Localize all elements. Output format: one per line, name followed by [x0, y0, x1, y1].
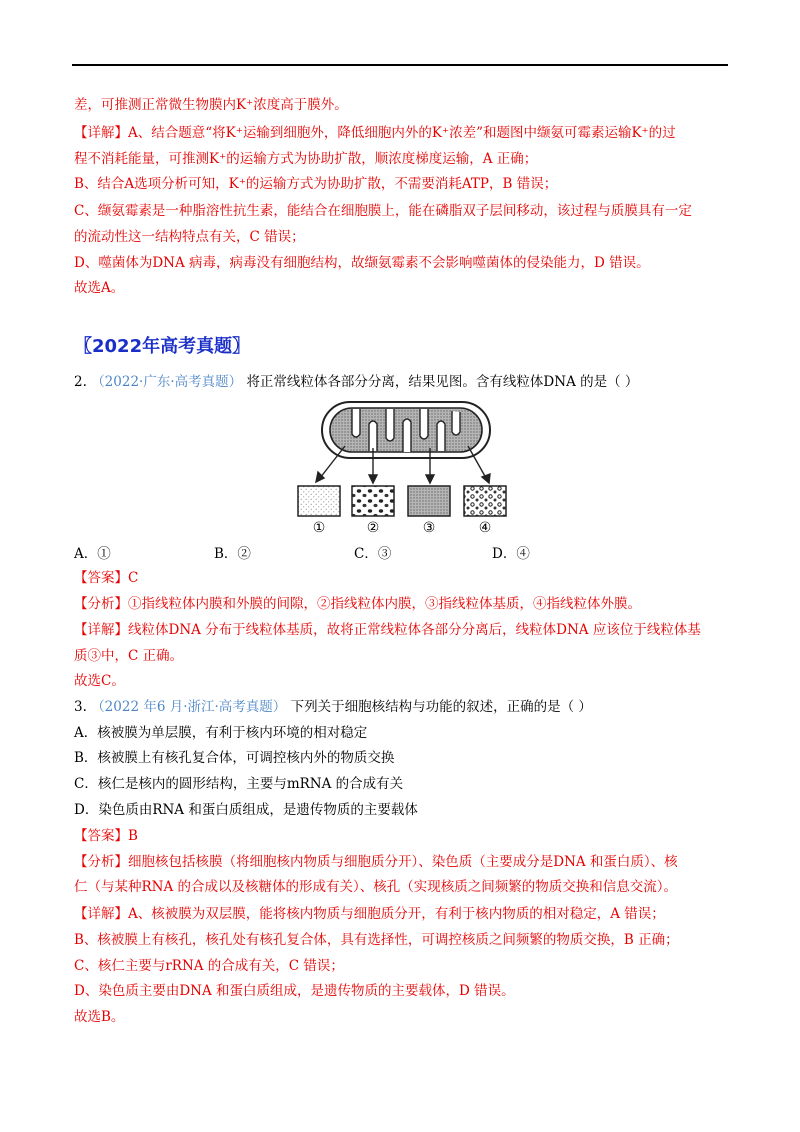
prev-line-4: B、结合A选项分析可知，K⁺的运输方式为协助扩散，不需要消耗ATP，B 错误；	[74, 176, 558, 192]
q2-analysis: 【分析】①指线粒体内膜和外膜的间隙，②指线粒体内膜，③指线粒体基质，④指线粒体外膜。	[74, 596, 641, 612]
tube-label-2: ②	[366, 520, 380, 536]
q3-detail-1: 【详解】A、核被膜为双层膜，能将核内物质与细胞质分开，有利于核内物质的相对稳定，A 错误；	[74, 906, 665, 922]
prev-line-7: D、噬菌体为DNA 病毒，病毒没有细胞结构，故缬氨霉素不会影响噬菌体的侵染能力，D 错误。	[74, 255, 650, 271]
tube-2	[352, 486, 394, 516]
q2-header	[74, 372, 638, 392]
q3-option-b: B．核被膜上有核孔复合体，可调控核内外的物质交换	[74, 750, 395, 766]
q3-option-c: C．核仁是核内的圆形结构，主要与mRNA 的合成有关	[74, 776, 404, 792]
tube-1	[298, 486, 340, 516]
prev-line-5: C、缬氨霉素是一种脂溶性抗生素，能结合在细胞膜上，能在磷脂双子层间移动，该过程与质膜具有一定	[74, 203, 692, 219]
q3-analysis-1: 【分析】细胞核包括核膜（将细胞核内物质与细胞质分开）、染色质（主要成分是DNA 和蛋白质）、核	[74, 854, 678, 870]
q2-option-a: A．①	[74, 546, 111, 562]
q2-number: 2.	[74, 374, 87, 390]
q2-conclusion: 故选C。	[74, 673, 125, 689]
q3-conclusion: 故选B。	[74, 1009, 125, 1025]
q3-source: （2022 年6 月·浙江·高考真题）	[91, 699, 287, 715]
q2-option-c: C．③	[354, 546, 392, 562]
mitochondrion-shape	[322, 402, 490, 458]
q2-option-b: B．②	[214, 546, 251, 562]
prev-line-1: 差，可推测正常微生物膜内K⁺浓度高于膜外。	[74, 97, 348, 113]
prev-line-2: 【详解】A、结合题意“将K⁺运输到细胞外，降低细胞内外的K⁺浓差”和题图中缬氨可霉素运输K⁺的过	[74, 125, 676, 141]
tube-label-3: ③	[422, 520, 436, 536]
tube-3	[408, 486, 450, 516]
q2-option-d: D．④	[492, 546, 530, 562]
q2-stem: 将正常线粒体各部分分离，结果见图。含有线粒体DNA 的是（ ）	[246, 374, 639, 390]
q3-stem: 下列关于细胞核结构与功能的叙述，正确的是（ ）	[290, 699, 592, 715]
mitochondria-figure	[290, 398, 522, 538]
tube-4	[464, 486, 506, 516]
prev-line-6: 的流动性这一结构特点有关，C 错误；	[74, 229, 305, 245]
prev-line-8: 故选A。	[74, 280, 125, 296]
q3-answer: 【答案】B	[74, 828, 138, 844]
q3-number: 3.	[74, 699, 87, 715]
tube-label-4: ④	[478, 520, 492, 536]
q2-detail-1: 【详解】线粒体DNA 分布于线粒体基质，故将正常线粒体各部分分离后，线粒体DNA 应该位于线粒体基	[74, 622, 701, 638]
q3-detail-3: C、核仁主要与rRNA 的合成有关，C 错误；	[74, 958, 344, 974]
tubes	[298, 486, 506, 516]
q3-detail-2: B、核被膜上有核孔，核孔处有核孔复合体，具有选择性，可调控核质之间频繁的物质交换，B 正确；	[74, 932, 679, 948]
tube-label-1: ①	[312, 520, 326, 536]
q3-detail-4: D、染色质主要由DNA 和蛋白质组成，是遗传物质的主要载体，D 错误。	[74, 983, 515, 999]
q2-answer: 【答案】C	[74, 570, 139, 586]
prev-line-3: 程不消耗能量，可推测K⁺的运输方式为协助扩散，顺浓度梯度运输，A 正确；	[74, 151, 538, 167]
q3-header	[74, 697, 592, 717]
q2-detail-2: 质③中，C 正确。	[74, 648, 184, 664]
q3-option-d: D．染色质由RNA 和蛋白质组成，是遗传物质的主要载体	[74, 802, 418, 818]
q3-option-a: A．核被膜为单层膜，有利于核内环境的相对稳定	[74, 725, 368, 741]
header-rule	[72, 64, 728, 66]
q2-source: （2022·广东·高考真题）	[91, 374, 243, 390]
q3-analysis-2: 仁（与某种RNA 的合成以及核糖体的形成有关）、核孔（实现核质之间频繁的物质交换和信息交流）。	[74, 879, 678, 895]
section-title: 〖2022年高考真题〗	[74, 336, 251, 357]
